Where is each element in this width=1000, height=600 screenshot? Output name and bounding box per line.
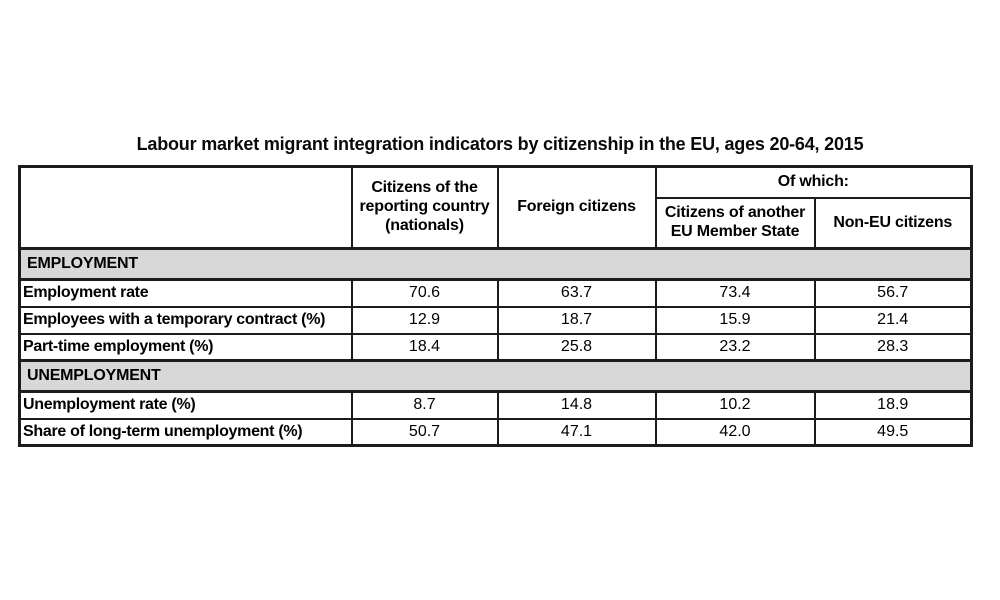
value-cell: 25.8 (498, 334, 656, 361)
empty-corner-cell (20, 167, 352, 249)
value-cell: 23.2 (656, 334, 815, 361)
table-row (20, 280, 972, 307)
table-row (20, 419, 972, 446)
header-cell-of-which: Of which: (656, 167, 972, 199)
value-cell: 47.1 (498, 419, 656, 446)
value-cell: 8.7 (352, 392, 498, 419)
header-cell-nationals: Citizens of the reporting country (nationals) (352, 167, 498, 249)
table-row (20, 334, 972, 361)
value-cell: 21.4 (815, 307, 972, 334)
table-row (20, 392, 972, 419)
value-cell: 15.9 (656, 307, 815, 334)
value-cell: 28.3 (815, 334, 972, 361)
section-label: UNEMPLOYMENT (20, 361, 972, 392)
row-label-cell: Employees with a temporary contract (%) (20, 307, 352, 334)
header-cell-non-eu-citizens: Non-EU citizens (815, 198, 972, 249)
value-cell: 10.2 (656, 392, 815, 419)
section-label: EMPLOYMENT (20, 249, 972, 280)
row-label-cell: Part-time employment (%) (20, 334, 352, 361)
labour-market-table (18, 165, 973, 447)
value-cell: 14.8 (498, 392, 656, 419)
row-label-cell: Share of long-term unemployment (%) (20, 419, 352, 446)
value-cell: 18.4 (352, 334, 498, 361)
page-title: Labour market migrant integration indicators by citizenship in the EU, ages 20-64, 2015 (136, 134, 864, 154)
value-cell: 18.7 (498, 307, 656, 334)
value-cell: 18.9 (815, 392, 972, 419)
value-cell: 70.6 (352, 280, 498, 307)
value-cell: 56.7 (815, 280, 972, 307)
table-row (20, 307, 972, 334)
section-row-unemployment (20, 361, 972, 392)
header-cell-other-eu-citizens: Citizens of another EU Member State (656, 198, 815, 249)
header-group-row (20, 167, 972, 199)
value-cell: 42.0 (656, 419, 815, 446)
row-label-cell: Unemployment rate (%) (20, 392, 352, 419)
header-cell-foreign-citizens: Foreign citizens (498, 167, 656, 249)
row-label-cell: Employment rate (20, 280, 352, 307)
value-cell: 49.5 (815, 419, 972, 446)
value-cell: 63.7 (498, 280, 656, 307)
value-cell: 50.7 (352, 419, 498, 446)
section-row-employment (20, 249, 972, 280)
value-cell: 12.9 (352, 307, 498, 334)
value-cell: 73.4 (656, 280, 815, 307)
